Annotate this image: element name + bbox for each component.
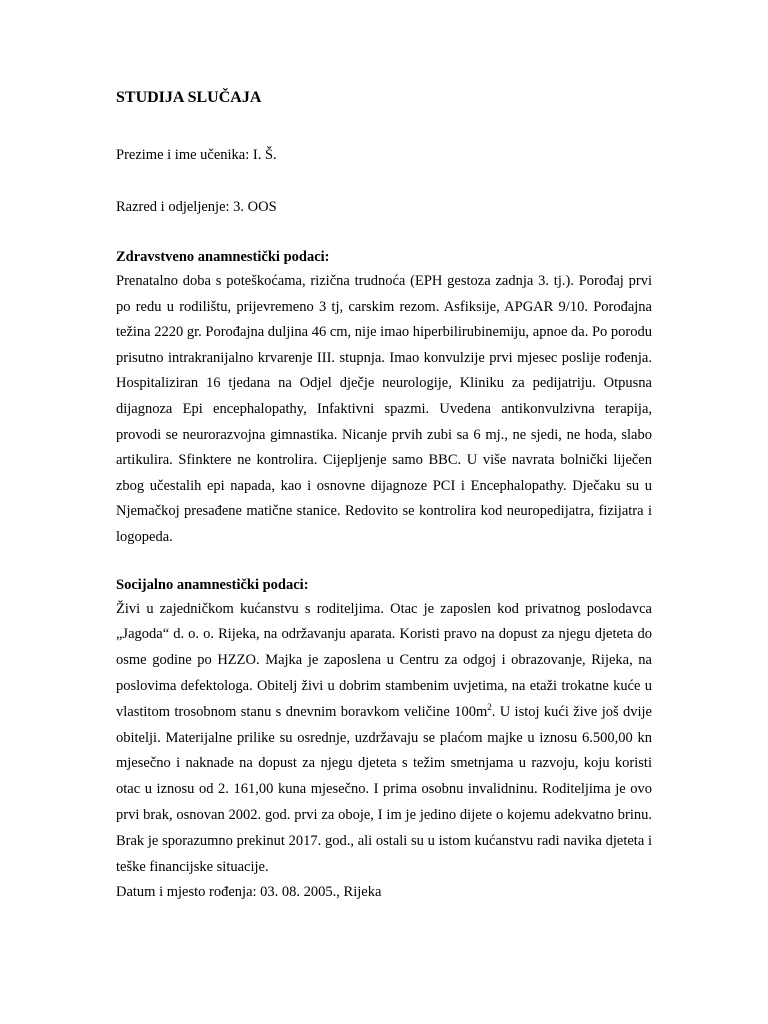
document-body xyxy=(116,88,652,906)
class-line: Razred i odjeljenje: 3. OOS xyxy=(116,199,277,215)
health-history-text: Prenatalno doba s poteškoćama, rizična trudnoća (EPH gestoza zadnja 3. tj.). Porođaj prvi po redu u rodilištu, prijevremeno 3 tj, carskim rezom. Asfiksije, APGAR 9/10. Porođajna težina 2220 gr. Porođajna duljina 46 cm, nije imao hiperbilirubinemiju, apnoe da. Po porodu prisutno intrakranijalno krvarenje III. stupnja. Imao konvulzije prvi mjesec poslije rođenja. Hospitaliziran 16 tjedana na Odjel dječje neurologije, Kliniku za pedijatriju. Otpusna dijagnoza Epi encephalopathy, Infaktivni spazmi. Uvedena antikonvulzivna terapija, provodi se neurorazvojna gimnastika. Nicanje prvih zubi sa 6 mj., ne sjedi, ne hoda, slabo artikulira. Sfinktere ne kontrolira. Cijepljenje samo BBC. U više navrata bolnički liječen zbog učestalih epi napada, kao i osnovne dijagnoze PCI i Encephalopathy. Dječaku su u Njemačkoj presađene matične stanice. Redovito se kontrolira kod neuropedijatra, fizijatra i logopeda. xyxy=(116,273,652,545)
social-history-heading: Socijalno anamnestički podaci: xyxy=(116,576,309,593)
social-history-text xyxy=(116,597,652,881)
superscript-two: 2 xyxy=(487,701,492,712)
student-name-line: Prezime i ime učenika: I. Š. xyxy=(116,147,277,163)
birth-date-place-line: Datum i mjesto rođenja: 03. 08. 2005., Rijeka xyxy=(116,884,382,901)
social-text-part-2: . U istoj kući žive još dvije obitelji. Materijalne prilike su osrednje, uzdržavaju se plaćom majke u iznosu 6.500,00 kn mjesečno i naknade na dopust za njegu djeteta s težim smetnjama u razvoju, koju koristi otac u iznosu od 2. 161,00 kuna mjesečno. I prima osobnu invalidninu. Roditeljima je ovo prvi brak, osnovan 2002. god. prvi za oboje, I im je jedino dijete o kojemu adekvatno brinu. Brak je sporazumno prekinut 2017. god., ali ostali su u istom kućanstvu radi navika djeteta i teške financijske situacije. xyxy=(116,703,652,875)
health-history-heading: Zdravstveno anamnestički podaci: xyxy=(116,249,330,265)
social-text-part-1: Živi u zajedničkom kućanstvu s roditeljima. Otac je zaposlen kod privatnog poslodavca „Jagoda“ d. o. o. Rijeka, na održavanju aparata. Koristi pravo na dopust za njegu djeteta do osme godine po HZZO. Majka je zaposlena u Centru za odgoj i obrazovanje, Rijeka, na poslovima defektologa. Obitelj živi u dobrim stambenim uvjetima, na etaži trokatne kuće u vlastitom trosobnom stanu s dnevnim boravkom veličine 100m xyxy=(116,600,652,720)
document-title: STUDIJA SLUČAJA xyxy=(116,89,262,106)
